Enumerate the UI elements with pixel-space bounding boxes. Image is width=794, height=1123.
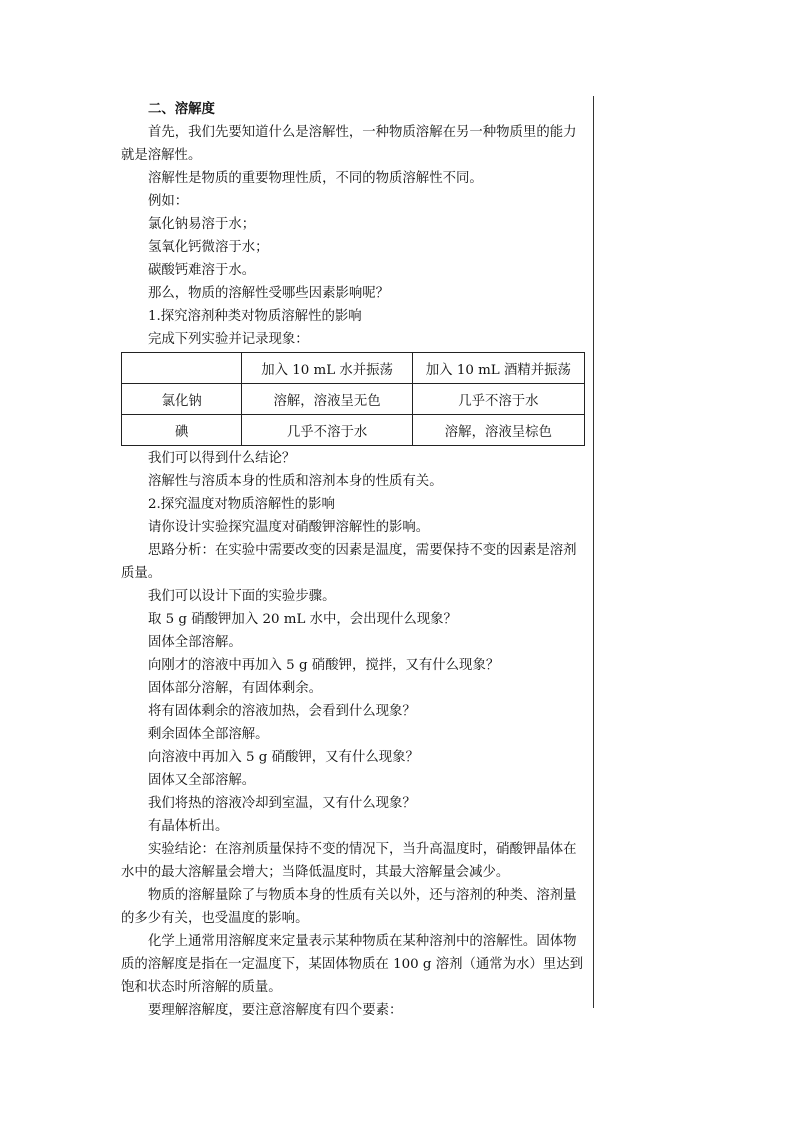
text-line: 碳酸钙难溶于水。 <box>148 263 256 278</box>
table-cell: 氯化钠 <box>122 384 242 415</box>
text-line: 溶解性是物质的重要物理性质，不同的物质溶解性不同。 <box>148 171 483 186</box>
paragraph-analysis: 思路分析：在实验中需要改变的因素是温度，需要保持不变的因素是溶剂质量。 <box>121 543 577 581</box>
text-line: 要理解溶解度，要注意溶解度有四个要素： <box>148 1003 403 1018</box>
text-line: 2.探究温度对物质溶解性的影响 <box>148 497 335 512</box>
text-line: 我们可以得到什么结论？ <box>148 451 296 466</box>
paragraph-solubility-definition: 化学上通常用溶解度来定量表示某种物质在某种溶剂中的溶解性。固体物质的溶解度是指在一定温度下，某固体物质在 100 g 溶剂（通常为水）里达到饱和状态时所溶解的质量。 <box>121 934 584 995</box>
text-line: 1.探究溶剂种类对物质溶解性的影响 <box>148 309 362 324</box>
table-cell: 几乎不溶于水 <box>242 415 412 446</box>
table-cell: 溶解，溶液呈无色 <box>242 384 412 415</box>
table-row <box>122 384 585 415</box>
table-header-row <box>122 353 585 384</box>
table-cell: 碘 <box>122 415 242 446</box>
text-line: 固体全部溶解。 <box>148 635 242 650</box>
text-line: 固体部分溶解，有固体剩余。 <box>148 681 323 696</box>
text-line: 取 5 g 硝酸钾加入 20 mL 水中，会出现什么现象？ <box>148 612 457 627</box>
text-line: 溶解性与溶质本身的性质和溶剂本身的性质有关。 <box>148 474 443 489</box>
text-line: 固体又全部溶解。 <box>148 773 256 788</box>
text-line: 完成下列实验并记录现象： <box>148 332 309 347</box>
text-line: 我们将热的溶液冷却到室温，又有什么现象？ <box>148 796 416 811</box>
table-cell: 几乎不溶于水 <box>412 384 584 415</box>
text-line: 氯化钠易溶于水； <box>148 217 256 232</box>
section-heading: 二、溶解度 <box>148 101 215 117</box>
text-line: 请你设计实验探究温度对硝酸钾溶解性的影响。 <box>148 520 430 535</box>
paragraph-factors: 物质的溶解量除了与物质本身的性质有关以外，还与溶剂的种类、溶剂量的多少有关，也受温度的影响。 <box>121 888 577 926</box>
table-cell: 加入 10 mL 水并振荡 <box>242 353 412 384</box>
table-row <box>122 415 585 446</box>
margin-rule <box>593 96 594 1008</box>
text-line: 有晶体析出。 <box>148 819 229 834</box>
text-line: 氢氧化钙微溶于水； <box>148 240 269 255</box>
document-body <box>121 98 585 1022</box>
table-cell: 溶解，溶液呈棕色 <box>412 415 584 446</box>
text-line: 向溶液中再加入 5 g 硝酸钾，又有什么现象？ <box>148 750 419 765</box>
text-line: 将有固体剩余的溶液加热，会看到什么现象？ <box>148 704 416 719</box>
experiment-table <box>121 352 585 446</box>
text-line: 那么，物质的溶解性受哪些因素影响呢？ <box>148 286 390 301</box>
text-line: 我们可以设计下面的实验步骤。 <box>148 589 336 604</box>
text-line: 例如： <box>148 194 189 209</box>
table-cell <box>122 353 242 384</box>
paragraph-definition: 首先，我们先要知道什么是溶解性，一种物质溶解在另一种物质里的能力就是溶解性。 <box>121 125 577 163</box>
text-line: 剩余固体全部溶解。 <box>148 727 269 742</box>
paragraph-conclusion: 实验结论：在溶剂质量保持不变的情况下，当升高温度时，硝酸钾晶体在水中的最大溶解量会增大；当降低温度时，其最大溶解量会减少。 <box>121 842 577 880</box>
table-cell: 加入 10 mL 酒精并振荡 <box>412 353 584 384</box>
text-line: 向刚才的溶液中再加入 5 g 硝酸钾，搅拌，又有什么现象？ <box>148 658 500 673</box>
